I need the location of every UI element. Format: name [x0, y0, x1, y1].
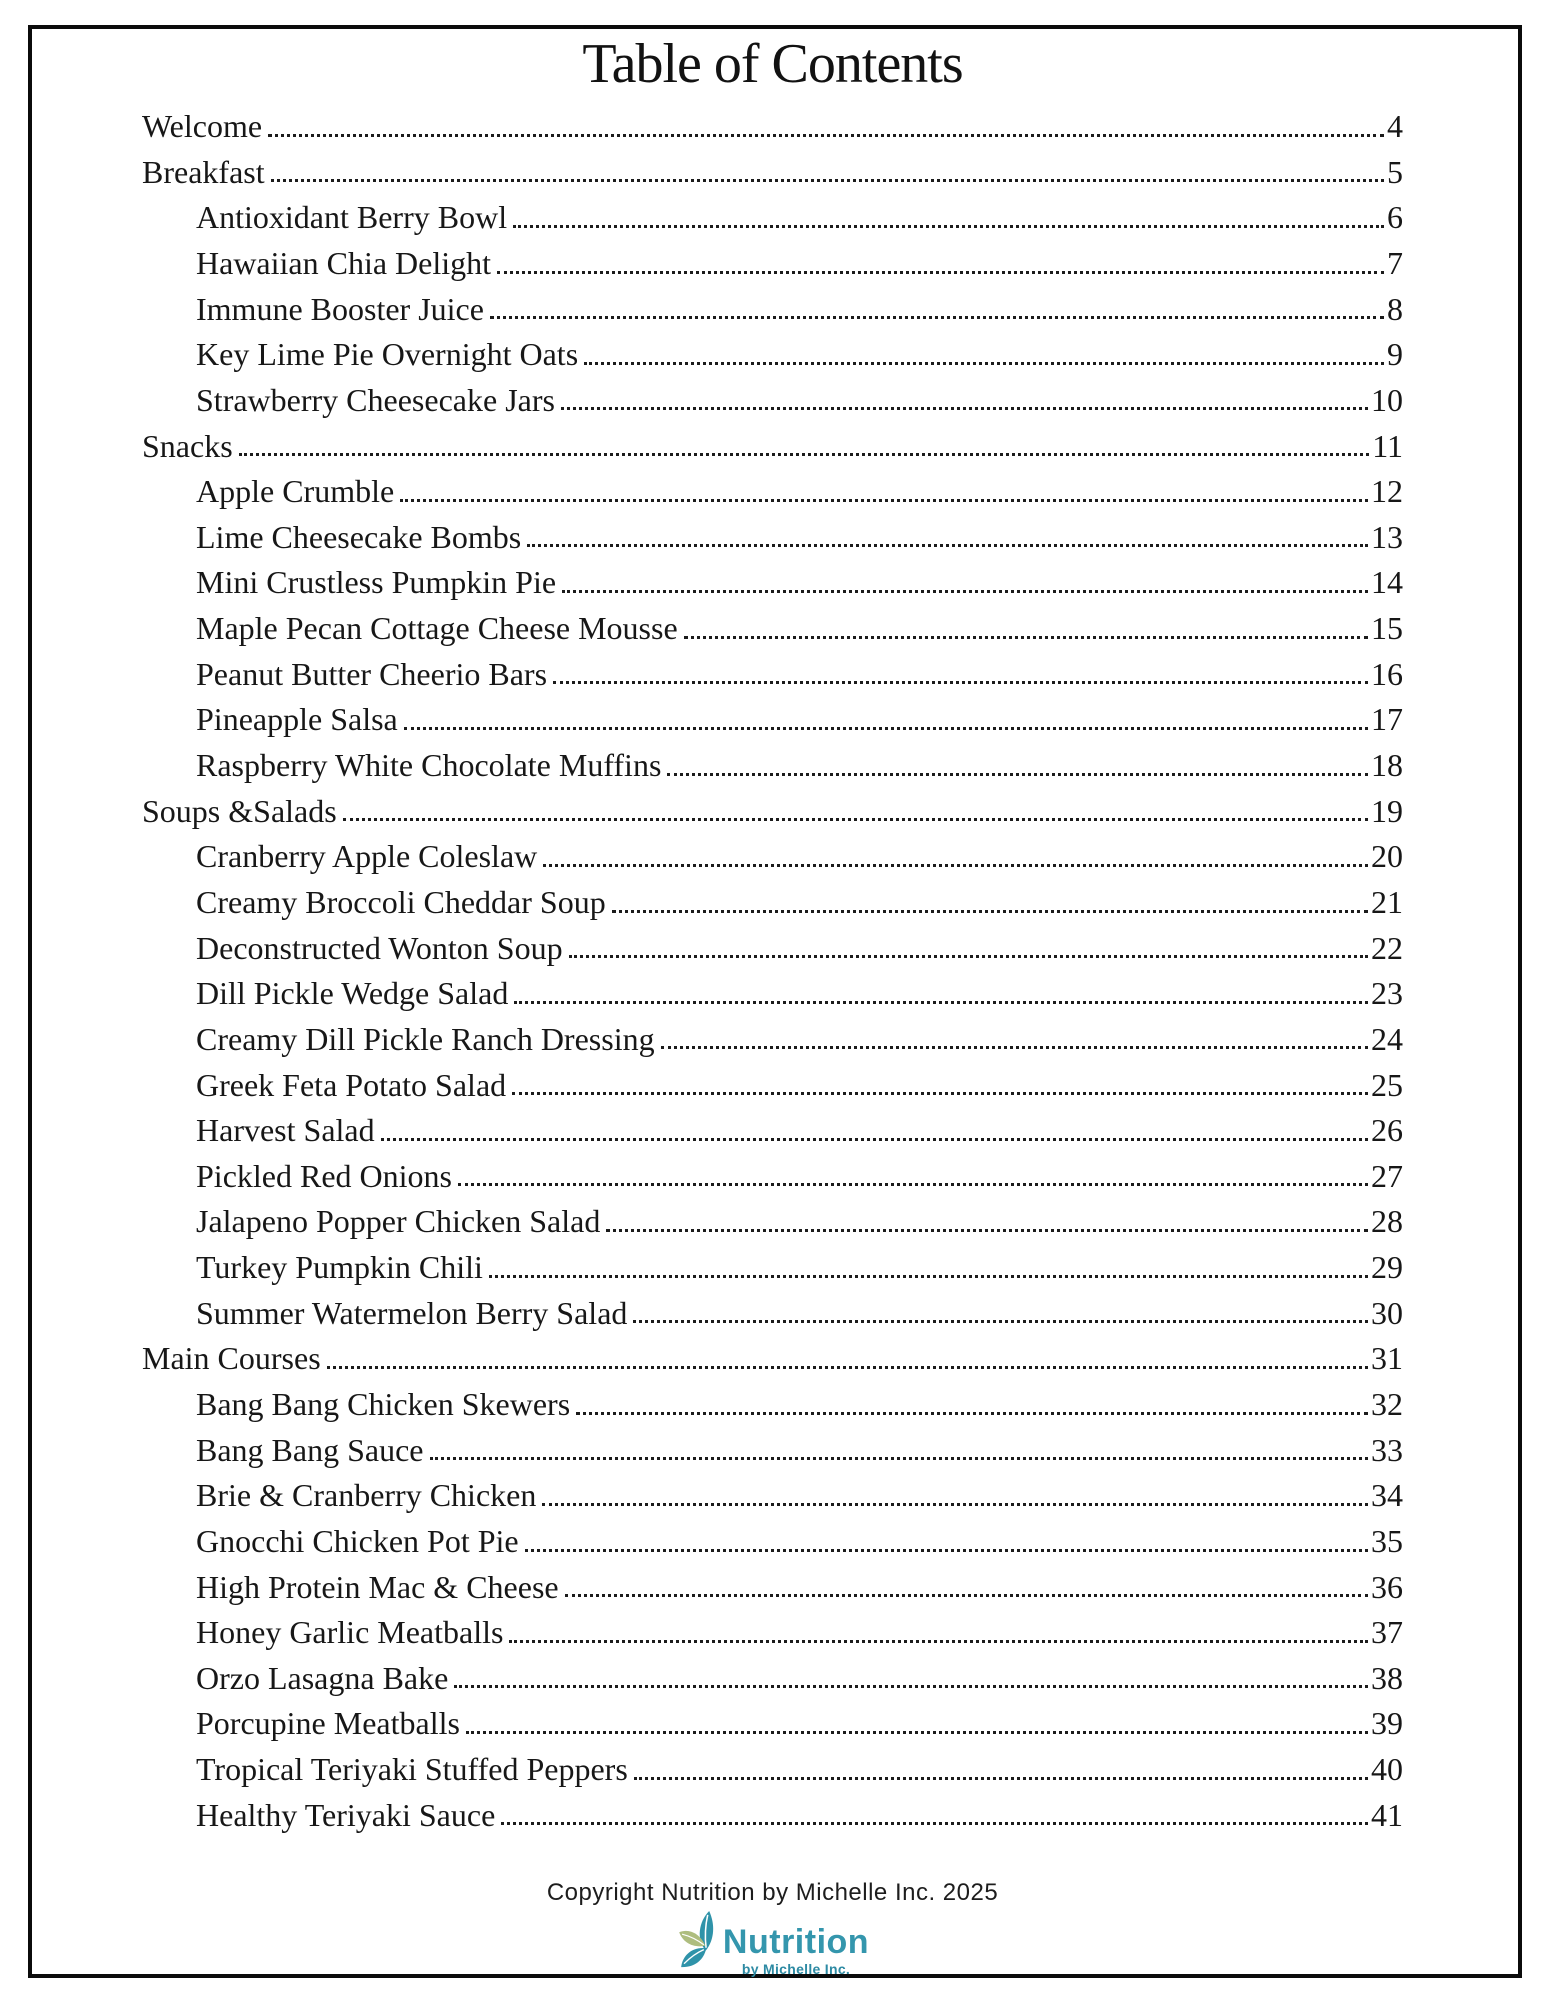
toc-entry-label: Jalapeno Popper Chicken Salad	[196, 1203, 601, 1240]
dotted-leader	[527, 544, 1368, 547]
toc-entry[interactable]	[142, 417, 1403, 463]
dotted-leader	[569, 955, 1368, 958]
toc-entry-label: High Protein Mac & Cheese	[196, 1568, 559, 1605]
dotted-leader	[667, 773, 1368, 776]
dotted-leader	[612, 910, 1368, 913]
toc-entry[interactable]	[142, 1513, 1403, 1559]
toc-entry-page: 37	[1371, 1614, 1403, 1651]
toc-entry[interactable]	[142, 691, 1403, 737]
toc-entry-page: 38	[1371, 1659, 1403, 1696]
toc-entry-label: Pineapple Salsa	[196, 701, 398, 738]
toc-entry-page: 23	[1371, 975, 1403, 1012]
toc-entry-page: 7	[1387, 244, 1403, 281]
toc-entry[interactable]	[142, 372, 1403, 418]
copyright-text: Copyright Nutrition by Michelle Inc. 2025	[546, 1879, 999, 1906]
toc-entry-label: Turkey Pumpkin Chili	[196, 1249, 483, 1286]
toc-entry-page: 33	[1371, 1431, 1403, 1468]
toc-entry[interactable]	[142, 1467, 1403, 1513]
dotted-leader	[542, 1503, 1368, 1506]
toc-entry-label: Creamy Dill Pickle Ranch Dressing	[196, 1020, 655, 1057]
dotted-leader	[400, 499, 1368, 502]
toc-entry-label: Deconstructed Wonton Soup	[196, 929, 563, 966]
dotted-leader	[576, 1412, 1368, 1415]
dotted-leader	[271, 179, 1384, 182]
toc-entry-page: 18	[1371, 747, 1403, 784]
brand-logo	[676, 1911, 869, 1976]
toc-entry-label: Key Lime Pie Overnight Oats	[196, 336, 579, 373]
toc-entry-label: Antioxidant Berry Bowl	[196, 199, 508, 236]
toc-entry-label: Dill Pickle Wedge Salad	[196, 975, 509, 1012]
toc-entry[interactable]	[142, 189, 1403, 235]
toc-entry[interactable]	[142, 1422, 1403, 1468]
toc-entry-page: 15	[1371, 610, 1403, 647]
toc-entry-page: 6	[1387, 199, 1403, 236]
toc-entry[interactable]	[142, 1559, 1403, 1605]
toc-entry-page: 26	[1371, 1112, 1403, 1149]
toc-entry-page: 20	[1371, 838, 1403, 875]
dotted-leader	[489, 1275, 1368, 1278]
toc-entry-label: Healthy Teriyaki Sauce	[196, 1796, 496, 1833]
toc-entry[interactable]	[142, 1102, 1403, 1148]
toc-entry-label: Cranberry Apple Coleslaw	[196, 838, 538, 875]
dotted-leader	[553, 681, 1368, 684]
dotted-leader	[514, 1001, 1368, 1004]
dotted-leader	[404, 727, 1368, 730]
toc-entry-page: 39	[1371, 1705, 1403, 1742]
toc-entry-label: Summer Watermelon Berry Salad	[196, 1294, 628, 1331]
toc-entry[interactable]	[142, 1239, 1403, 1285]
dotted-leader	[343, 818, 1368, 821]
toc-entry[interactable]	[142, 1193, 1403, 1239]
toc-entry-label: Creamy Broccoli Cheddar Soup	[196, 883, 606, 920]
toc-entry-label: Honey Garlic Meatballs	[196, 1614, 504, 1651]
toc-entry-label: Apple Crumble	[196, 473, 395, 510]
toc-entry-page: 22	[1371, 929, 1403, 966]
toc-entry-page: 10	[1371, 381, 1403, 418]
toc-entry-label: Soups &Salads	[142, 792, 337, 829]
toc-entry-page: 29	[1371, 1249, 1403, 1286]
dotted-leader	[501, 1822, 1368, 1825]
dotted-leader	[381, 1138, 1368, 1141]
dotted-leader	[466, 1731, 1368, 1734]
toc-entry-label: Snacks	[142, 427, 233, 464]
toc-entry[interactable]	[142, 737, 1403, 783]
toc-entry-page: 25	[1371, 1066, 1403, 1103]
dotted-leader	[268, 134, 1384, 137]
toc-entry[interactable]	[142, 509, 1403, 555]
leaf-icon	[676, 1911, 726, 1969]
toc-entry[interactable]	[142, 326, 1403, 372]
toc-entry[interactable]	[142, 463, 1403, 509]
toc-entry-label: Pickled Red Onions	[196, 1157, 452, 1194]
toc-entry-page: 11	[1372, 427, 1403, 464]
toc-entry[interactable]	[142, 235, 1403, 281]
toc-entry-page: 35	[1371, 1522, 1403, 1559]
toc-entry-label: Breakfast	[142, 153, 265, 190]
toc-entry[interactable]	[142, 1604, 1403, 1650]
toc-entry-page: 8	[1387, 290, 1403, 327]
dotted-leader	[684, 636, 1368, 639]
toc-entry-label: Strawberry Cheesecake Jars	[196, 381, 555, 418]
logo-text-group	[723, 1911, 869, 1976]
dotted-leader	[327, 1366, 1368, 1369]
dotted-leader	[497, 271, 1384, 274]
toc-entry[interactable]	[142, 783, 1403, 829]
dotted-leader	[509, 1640, 1368, 1643]
toc-entry-page: 16	[1371, 655, 1403, 692]
toc-entry-page: 5	[1387, 153, 1403, 190]
toc-entry-page: 13	[1371, 518, 1403, 555]
toc-entry[interactable]	[142, 1285, 1403, 1331]
toc-entry-page: 32	[1371, 1385, 1403, 1422]
toc-entry-label: Welcome	[142, 108, 263, 145]
toc-entry-page: 31	[1371, 1340, 1403, 1377]
toc-entry-label: Brie & Cranberry Chicken	[196, 1477, 537, 1514]
toc-entry[interactable]	[142, 1376, 1403, 1422]
toc-entry[interactable]	[142, 874, 1403, 920]
dotted-leader	[606, 1229, 1368, 1232]
toc-entry-page: 27	[1371, 1157, 1403, 1194]
dotted-leader	[458, 1183, 1368, 1186]
toc-entry[interactable]	[142, 1787, 1403, 1833]
dotted-leader	[490, 316, 1384, 319]
dotted-leader	[525, 1549, 1368, 1552]
toc-entry-page: 40	[1371, 1751, 1403, 1788]
toc-entry[interactable]	[142, 1330, 1403, 1376]
toc-entry[interactable]	[142, 98, 1403, 144]
toc-entry[interactable]	[142, 1011, 1403, 1057]
toc-entry-label: Tropical Teriyaki Stuffed Peppers	[196, 1751, 628, 1788]
toc-entry-label: Immune Booster Juice	[196, 290, 484, 327]
toc-entry-label: Porcupine Meatballs	[196, 1705, 460, 1742]
toc-entry-label: Orzo Lasagna Bake	[196, 1659, 449, 1696]
toc-list	[142, 98, 1403, 1832]
toc-entry[interactable]	[142, 1741, 1403, 1787]
toc-entry[interactable]	[142, 554, 1403, 600]
toc-entry[interactable]	[142, 281, 1403, 327]
dotted-leader	[239, 453, 1370, 456]
toc-entry-label: Main Courses	[142, 1340, 321, 1377]
toc-entry-label: Bang Bang Chicken Skewers	[196, 1385, 571, 1422]
toc-entry-label: Maple Pecan Cottage Cheese Mousse	[196, 610, 678, 647]
toc-entry-label: Raspberry White Chocolate Muffins	[196, 747, 662, 784]
toc-entry[interactable]	[142, 144, 1403, 190]
toc-entry-page: 41	[1371, 1796, 1403, 1833]
toc-entry-page: 19	[1371, 792, 1403, 829]
logo-subtitle: by Michelle Inc.	[741, 1961, 851, 1977]
toc-entry[interactable]	[142, 1650, 1403, 1696]
toc-entry-label: Peanut Butter Cheerio Bars	[196, 655, 548, 692]
toc-entry-page: 14	[1371, 564, 1403, 601]
dotted-leader	[661, 1046, 1368, 1049]
toc-entry-page: 21	[1371, 883, 1403, 920]
dotted-leader	[584, 362, 1384, 365]
toc-entry[interactable]	[142, 1056, 1403, 1102]
toc-entry-label: Lime Cheesecake Bombs	[196, 518, 522, 555]
toc-entry-page: 12	[1371, 473, 1403, 510]
toc-entry[interactable]	[142, 965, 1403, 1011]
toc-entry-label: Harvest Salad	[196, 1112, 375, 1149]
toc-entry-page: 4	[1387, 108, 1403, 145]
dotted-leader	[454, 1685, 1368, 1688]
toc-entry-label: Greek Feta Potato Salad	[196, 1066, 507, 1103]
toc-entry-page: 17	[1371, 701, 1403, 738]
toc-entry-label: Gnocchi Chicken Pot Pie	[196, 1522, 519, 1559]
dotted-leader	[430, 1457, 1369, 1460]
toc-entry[interactable]	[142, 600, 1403, 646]
dotted-leader	[512, 1092, 1368, 1095]
toc-entry-page: 24	[1371, 1020, 1403, 1057]
dotted-leader	[561, 407, 1368, 410]
toc-entry-page: 30	[1371, 1294, 1403, 1331]
toc-entry-page: 36	[1371, 1568, 1403, 1605]
toc-entry[interactable]	[142, 920, 1403, 966]
toc-entry-page: 34	[1371, 1477, 1403, 1514]
toc-entry[interactable]	[142, 1148, 1403, 1194]
toc-entry-label: Mini Crustless Pumpkin Pie	[196, 564, 557, 601]
dotted-leader	[633, 1320, 1368, 1323]
toc-entry-label: Hawaiian Chia Delight	[196, 244, 492, 281]
toc-entry-label: Bang Bang Sauce	[196, 1431, 424, 1468]
toc-entry-page: 9	[1387, 336, 1403, 373]
dotted-leader	[565, 1594, 1368, 1597]
dotted-leader	[634, 1777, 1368, 1780]
toc-entry[interactable]	[142, 1695, 1403, 1741]
logo-brand-name: Nutrition	[722, 1923, 870, 1961]
toc-entry-page: 28	[1371, 1203, 1403, 1240]
dotted-leader	[513, 225, 1384, 228]
dotted-leader	[562, 590, 1368, 593]
toc-entry[interactable]	[142, 646, 1403, 692]
dotted-leader	[543, 864, 1368, 867]
toc-entry[interactable]	[142, 828, 1403, 874]
page-title: Table of Contents	[582, 33, 963, 95]
